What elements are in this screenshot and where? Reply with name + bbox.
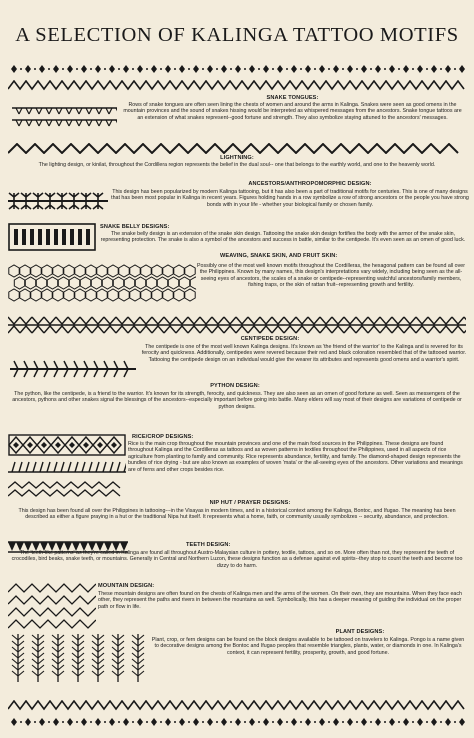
section-body: Rows of snake tongues are often seen lining the chests of women and around the arms in Kalinga. Snakes were seen as good omens in the mountain provinces and the sound of snakes hissing would be interpreted as whispered messages from the ancestors. Snake tongue tattoos are an extension of what snakes represent--good fortune and strength. They also symbolize staying attuned to the ancestors' messages. — [123, 102, 462, 121]
section-plant-heading — [300, 629, 420, 636]
bottom-zigzag-border — [8, 700, 466, 712]
section-heading: RICE/CROP DESIGNS: — [132, 434, 194, 440]
page-title: A SELECTION OF KALINGA TATTOO MOTIFS — [15, 24, 459, 46]
section-python — [10, 391, 464, 410]
section-mountain — [98, 591, 466, 610]
section-heading: MOUNTAIN DESIGN: — [98, 583, 155, 589]
section-snake-belly — [98, 231, 468, 244]
section-snake-belly-heading — [100, 224, 260, 231]
section-centipede — [140, 344, 468, 363]
section-ancestors-body — [110, 189, 470, 208]
section-mountain-heading — [98, 583, 218, 590]
plant-motif — [8, 630, 158, 688]
rice-plant-motif — [8, 460, 126, 474]
section-body: This design has been found all over the Philippines in tattooing---in the Visayas in modern times, and in a historical context among the Kalinga, Bontoc, and Ifugao. The meaning has been described as either a figure praying in a hut or the traditional Nipa hut itself. It represents what a home, faith, or community usually symbolizes -- security, abundance, and protection. — [18, 508, 456, 521]
section-body: This design has been popularized by modern Kalinga tattooing, but it has also been a part of traditional motifs for centuries. This is one of many designs that has been most popular in Kalinga in recent years. Figures holding hands in a row symbolize a row of strong ancestors or the people you have strong bonds with in your life - whether your biological family or chosen family. — [111, 189, 469, 208]
section-weaving — [196, 263, 466, 289]
section-plant — [150, 637, 466, 656]
section-rice — [128, 441, 466, 473]
section-lightning — [20, 155, 454, 168]
section-niphut — [10, 508, 464, 521]
rice-diamond-motif — [8, 434, 126, 456]
section-heading: ANCESTORS/ANTHROPOMORPHIC DESIGN: — [248, 181, 372, 187]
section-rice-heading — [132, 434, 212, 441]
section-heading: PYTHON DESIGN: — [210, 383, 260, 389]
section-teeth — [10, 550, 464, 569]
section-body: These mountain designs are often found on the chests of Kalinga men and the arms of the women. On their own, they are mountains. When they face each other, they represent the paths and rivers in between the mountains as well. Symbolically, this has a deeper meaning of guiding the individual on the proper path or flow in life. — [98, 591, 462, 610]
section-heading: WEAVING, SNAKE SKIN, AND FRUIT SKIN: — [220, 253, 338, 259]
section-heading: TEETH DESIGN: — [186, 542, 231, 548]
snake-belly-motif — [8, 222, 98, 252]
section-heading: SNAKE TONGUES: — [266, 95, 319, 101]
rice-zigzag-motif — [8, 480, 126, 498]
section-body: The lighting design, or kinilat, throughout the Cordillera region represents the belief in the dual soul-- one that belongs to the earthly world, and one to the heavenly world. — [38, 162, 436, 168]
section-python-heading — [150, 383, 320, 390]
section-body: Rice is the main crop throughout the mountain provinces and one of the main food sources in the Philippines. These designs are found throughout Kalinga and the Cordilleras as tattoos and as woven patterns in textiles throughout the Philippines, used in all aspects of rice agriculture from planting to family and community. Rice represents abundance, fertility, and family. The diamond-shaped design represents the bundles of rice drying - but are also known as examples of woven 'mata' or the all-seeing eyes of the ancestors. Other variations and meanings are of ferns and other crops besides rice. — [128, 441, 463, 473]
section-weaving-heading — [220, 253, 470, 260]
snake-tongue-motif — [12, 104, 117, 128]
bottom-diamond-border — [8, 716, 466, 728]
lightning-motif — [8, 143, 466, 154]
section-heading: SNAKE BELLY DESIGNS: — [100, 224, 170, 230]
section-centipede-heading — [200, 336, 340, 343]
section-heading: PLANT DESIGNS: — [335, 629, 385, 635]
section-heading: CENTIPEDE DESIGN: — [240, 336, 300, 342]
section-body: The snake belly design is an extension of the snake skin design. Tattooing the snake skin design fortifies the body with the armor of the snake skin, representing protection. The snake is also a symbol of the ancestors and success in battle, similar to the centipede. It's even seen as an omen of good luck. — [100, 231, 466, 244]
section-body: The centipede is one of the most well known Kalinga designs. It's known as 'the friend of the warrior' to the Kalinga and is revered for its ferocity and quickness. Additionally, centipedes were revered because their red and black coloration resembled that of the tattooed warrior. Tattooing the centipede design on an individual would give the wearer its attributes and represents good omens and a warrior's spirit. — [141, 344, 467, 363]
section-body: Plant, crop, or fern designs can be found on the block designs available to be tattooed on travelers to Kalinga. Pongo is a name given to decorative designs among the Bontoc and Ifugao peoples that resemble triangles, plants, water, or diamonds in one. In Kalinga's context, it can represent fertility, prosperity, growth, and good fortune. — [151, 637, 465, 656]
section-ancestors — [160, 181, 460, 188]
mountain-motif — [8, 580, 96, 632]
section-heading: NIP HUT / PRAYER DESIGNS: — [209, 500, 291, 506]
section-heading: LIGHTNING: — [220, 155, 254, 161]
section-body: Possibly one of the most well known motifs throughout the Cordilleras, the hexagonal pattern can be found all over the Philippines. Known by many names, this design's interpretations vary widely, including being seen as the all-seeing eyes of ancestors, the scales of a snake or centipede--representing watchful ancestors/family members, fishing traps, or the skin of rattan fruit--representing growth and fertility. — [197, 263, 465, 289]
centipede-motif — [8, 358, 138, 380]
section-body: The python, like the centipede, is a friend to the warrior. It's known for its strength, ferocity, and quickness. They are also seen as an omen of good fortune as well. Seen as messengers of the ancestors, pythons and other snakes signal the blessings of the ancestors--especially important before going into battle. Many elders will say most of their designs are variations of centipede or python designs. — [12, 391, 462, 410]
section-teeth-heading — [186, 542, 306, 549]
section-snake-tongues — [120, 95, 465, 121]
section-body: The 'teeth-like patterns' as they're called in Kalinga are found all throughout Austro-Malaysian culture in pottery, textile, tattoos, and so on. More often than not, they represent the teeth of crocodiles, bird beaks, snake teeth, or mountains. Generally in Central and Northern Luzon, these designs function as a defense against evil spirits--they stop to count the teeth and become too dizzy to do harm. — [11, 550, 463, 569]
section-niphut-heading — [170, 500, 330, 507]
centipede-band-motif — [8, 314, 466, 336]
top-zigzag-border — [8, 80, 466, 92]
top-diamond-border — [8, 63, 466, 75]
